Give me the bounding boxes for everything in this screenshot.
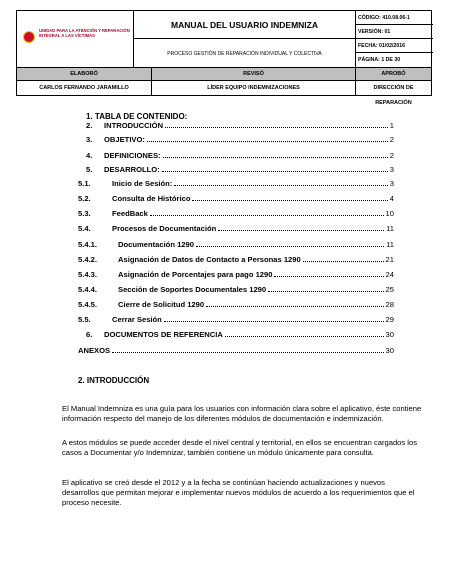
toc-entry[interactable]: [86, 329, 394, 341]
toc-entry-number: 4.: [86, 151, 93, 160]
toc-entry[interactable]: [78, 193, 394, 205]
toc-dot-leader: [192, 200, 387, 201]
toc-entry[interactable]: [86, 150, 394, 162]
sig-value-elaboro: CARLOS FERNANDO JARAMILLO: [17, 81, 152, 95]
toc-entry-number: 6.: [86, 330, 93, 339]
toc-entry-label: Inicio de Sesión:: [112, 179, 173, 188]
toc-entry[interactable]: [86, 164, 394, 176]
paragraph: El Manual Indemniza es una guía para los usuarios con información clara sobre el aplicativo, éste contiene información respecto del manejo de los diferentes módulos de documentación e indemnización.: [62, 404, 422, 423]
document-header-table: [16, 10, 432, 106]
meta-fecha: FECHA: 01/02/2016: [356, 39, 433, 53]
toc-dot-leader: [112, 352, 383, 353]
toc-heading: 1. TABLA DE CONTENIDO:: [86, 112, 188, 121]
toc-entry-number: 5.4.3.: [78, 270, 97, 279]
toc-dot-leader: [165, 127, 388, 128]
toc-entry-number: 5.4.2.: [78, 255, 97, 264]
toc-entry-label: Cierre de Solicitud 1290: [118, 300, 205, 309]
toc-entry-number: 2.: [86, 121, 93, 130]
toc-entry-number: 5.1.: [78, 179, 91, 188]
section-title-introduccion: 2. INTRODUCCIÓN: [78, 376, 150, 385]
toc-dot-leader: [147, 141, 388, 142]
toc-dot-leader: [218, 230, 384, 231]
toc-dot-leader: [163, 157, 388, 158]
toc-dot-leader: [162, 171, 388, 172]
meta-version: VERSIÓN: 01: [356, 25, 433, 39]
toc-entry[interactable]: [78, 299, 394, 311]
toc-entry-page: 21: [385, 255, 394, 264]
sig-header-elaboro: ELABORÓ: [17, 68, 152, 80]
toc-entry-label: Documentación 1290: [118, 240, 194, 249]
logo-text: UNIDAD PARA LA ATENCIÓN Y REPARACIÓN INTEGRAL A LAS VÍCTIMAS: [39, 28, 130, 38]
toc-entry-page: 25: [385, 285, 394, 294]
paragraph: El aplicativo se creó desde el 2012 y a la fecha se continúan haciendo actualizaciones y nuevos desarrollos que permitan mejorar e implementar nuevos módulos de acuerdo a los requerimientos que el proceso necesite.: [62, 478, 415, 507]
toc-entry-label: Sección de Soportes Documentales 1290: [118, 285, 267, 294]
process-name: PROCESO GESTIÓN DE REPARACIÓN INDIVIDUAL Y COLECTIVA: [134, 39, 356, 67]
toc-entry-label: DEFINICIONES:: [104, 151, 161, 160]
toc-entry-label: Cerrar Sesión: [112, 315, 162, 324]
toc-entry-page: 3: [389, 165, 394, 174]
toc-entry-number: 5.3.: [78, 209, 91, 218]
toc-entry-page: 11: [386, 224, 394, 233]
toc-entry[interactable]: [78, 178, 394, 190]
toc-entry-label: Asignación de Datos de Contacto a Personas 1290: [118, 255, 301, 264]
sig-value-reviso: LÍDER EQUIPO INDEMNIZACIONES: [152, 81, 356, 95]
toc-entry-label: FeedBack: [112, 209, 148, 218]
toc-entry-number: 5.4.5.: [78, 300, 97, 309]
toc-entry-page: 29: [385, 315, 394, 324]
signature-header-row: [17, 67, 431, 81]
toc-entry[interactable]: [78, 269, 394, 281]
coat-of-arms-icon: [23, 31, 35, 43]
toc-entry-number: 5.2.: [78, 194, 91, 203]
toc-entry-label: Asignación de Porcentajes para pago 1290: [118, 270, 273, 279]
toc-entry[interactable]: [78, 284, 394, 296]
document-title: MANUAL DEL USUARIO INDEMNIZA: [134, 11, 356, 39]
toc-entry-number: 3.: [86, 135, 93, 144]
toc-entry-number: 5.4.: [78, 224, 91, 233]
toc-entry-page: 30: [385, 330, 394, 339]
toc-entry-page: 10: [385, 209, 394, 218]
toc-entry-page: 1: [389, 121, 394, 130]
toc-entry[interactable]: [78, 208, 394, 220]
toc-dot-leader: [196, 246, 384, 247]
toc-entry[interactable]: [86, 134, 394, 146]
toc-entry-page: 30: [385, 346, 394, 355]
toc-entry-page: 11: [386, 240, 394, 249]
sig-header-aprobo: APROBÓ: [381, 71, 406, 77]
toc-entry-label: OBJETIVO:: [104, 135, 145, 144]
toc-entry[interactable]: [78, 345, 394, 357]
logo-cell: [17, 11, 134, 67]
toc-entry-page: 3: [389, 179, 394, 188]
toc-entry-page: 2: [389, 151, 394, 160]
meta-pagina: PÁGINA: 1 DE 30: [358, 57, 401, 63]
toc-dot-leader: [164, 321, 384, 322]
toc-dot-leader: [150, 215, 384, 216]
toc-entry-number: 5.: [86, 165, 93, 174]
toc-entry-label: DESARROLLO:: [104, 165, 160, 174]
toc-entry[interactable]: [78, 314, 394, 326]
toc-entry[interactable]: [78, 239, 394, 251]
toc-dot-leader: [174, 185, 387, 186]
toc-dot-leader: [303, 261, 384, 262]
toc-dot-leader: [225, 336, 384, 337]
toc-entry-label: Procesos de Documentación: [112, 224, 217, 233]
toc-entry-number: 5.5.: [78, 315, 91, 324]
toc-entry-page: 28: [385, 300, 394, 309]
toc-entry-label: INTRODUCCIÓN: [104, 121, 164, 130]
toc-dot-leader: [206, 306, 383, 307]
sig-header-reviso: REVISÓ: [152, 68, 356, 80]
toc-entry-page: 24: [385, 270, 394, 279]
toc-entry[interactable]: [78, 223, 394, 235]
toc-entry-page: 2: [389, 135, 394, 144]
toc-entry-number: 5.4.4.: [78, 285, 97, 294]
toc-dot-leader: [274, 276, 383, 277]
toc-entry-number: 5.4.1.: [78, 240, 97, 249]
toc-entry-label: DOCUMENTOS DE REFERENCIA: [104, 330, 223, 339]
toc-entry[interactable]: [86, 120, 394, 132]
sig-value-aprobo: DIRECCIÓN DE REPARACIÓN: [373, 85, 414, 106]
toc-entry[interactable]: [78, 254, 394, 266]
paragraph: A estos módulos se puede acceder desde el nivel central y territorial, en ellos se encuentran cargados los casos a Documentar y/o Indemnizar, también contiene un módulo únicamente para consulta.: [62, 438, 418, 457]
toc-entry-label: ANEXOS: [78, 346, 111, 355]
signature-value-row: [17, 81, 431, 106]
toc-dot-leader: [268, 291, 383, 292]
document-meta: [356, 11, 433, 67]
toc-entry-label: Consulta de Histórico: [112, 194, 191, 203]
toc-entry-page: 4: [389, 194, 394, 203]
meta-codigo: CÓDIGO: 410.08.06-1: [356, 11, 433, 25]
